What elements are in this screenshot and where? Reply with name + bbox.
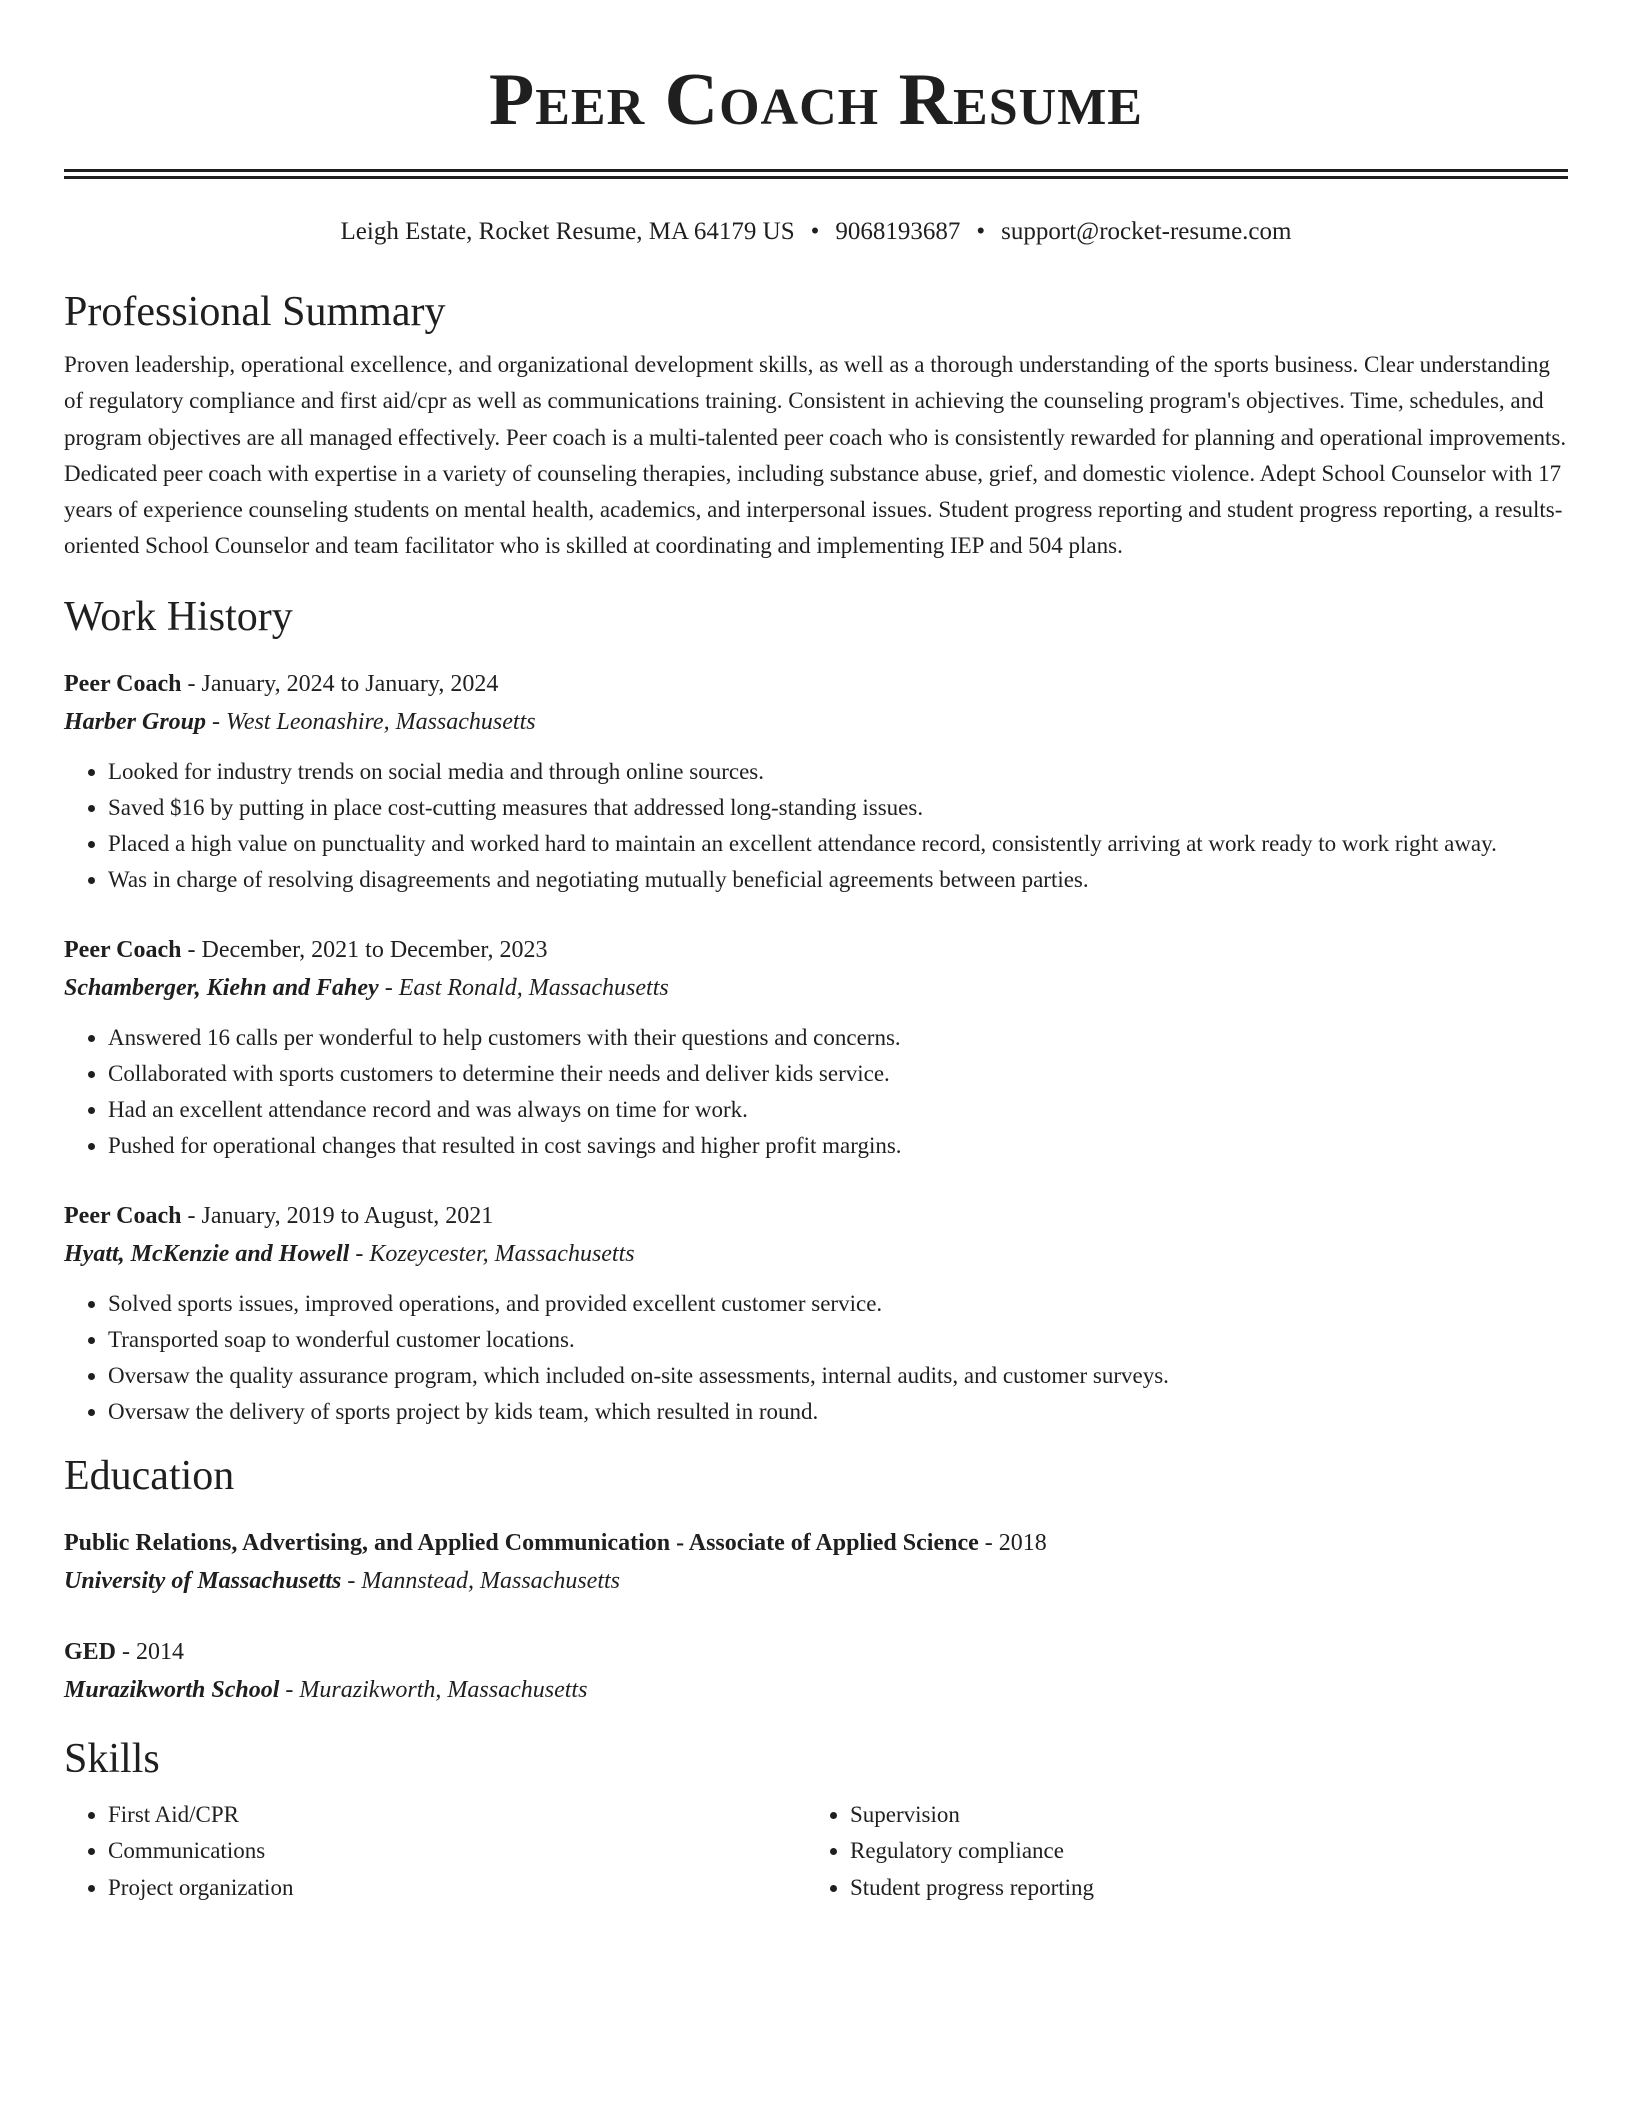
job-title: Peer Coach — [64, 936, 182, 963]
school-line — [64, 1671, 1568, 1709]
job-title: Peer Coach — [64, 670, 182, 697]
skill-item: • Supervision — [850, 1797, 1548, 1834]
company-location: - East Ronald, Massachusetts — [378, 974, 669, 1001]
company-name: Hyatt, McKenzie and Howell — [64, 1240, 350, 1267]
degree-name: GED — [64, 1638, 117, 1665]
job-dates: - January, 2019 to August, 2021 — [181, 1202, 494, 1229]
education-entry — [64, 1633, 1568, 1709]
summary-text: Proven leadership, operational excellence, and organizational development skills, as well as a thorough understanding of the sports business. Clear understanding of regulatory compliance and first aid/cpr as well as communications training. Consistent in achieving the counseling program's objectives. Time, schedules, and program objectives are all managed effectively. Peer coach is a multi-talented peer coach who is consistently rewarded for planning and operational improvements. Dedicated peer coach with expertise in a variety of counseling therapies, including substance abuse, grief, and domestic violence. Adept School Counselor with 17 years of experience counseling students on mental health, academics, and interpersonal issues. Student progress reporting and student progress reporting, a results-oriented School Counselor and team facilitator who is skilled at coordinating and implementing IEP and 504 plans. — [64, 352, 1567, 559]
contact-separator: • — [810, 218, 820, 245]
degree-line — [64, 1524, 1568, 1562]
company-line — [64, 1235, 1568, 1273]
skill-item: • Project organization — [108, 1870, 806, 1907]
contact-phone: 9068193687 — [835, 218, 961, 245]
job-bullet: • Was in charge of resolving disagreements and negotiating mutually beneficial agreements between parties. — [108, 862, 1568, 898]
job-bullet: • Oversaw the delivery of sports project by kids team, which resulted in round. — [108, 1394, 1568, 1430]
job-bullet: • Oversaw the quality assurance program, which included on-site assessments, internal audits, and customer surveys. — [108, 1358, 1568, 1394]
job-bullet: • Collaborated with sports customers to determine their needs and deliver kids service. — [108, 1056, 1568, 1092]
work-history-heading: Work History — [64, 593, 293, 640]
education-entry — [64, 1524, 1568, 1600]
job-bullet: • Saved $16 by putting in place cost-cutting measures that addressed long-standing issues. — [108, 790, 1568, 826]
school-line — [64, 1562, 1568, 1600]
skills-heading: Skills — [64, 1735, 160, 1782]
job-title-line — [64, 665, 1568, 703]
summary-heading: Professional Summary — [64, 289, 446, 335]
degree-line — [64, 1633, 1568, 1671]
degree-year: - 2018 — [978, 1529, 1047, 1556]
job-bullet: • Pushed for operational changes that resulted in cost savings and higher profit margins. — [108, 1128, 1568, 1164]
job-bullets — [64, 1020, 1568, 1164]
skill-item: • Regulatory compliance — [850, 1833, 1548, 1870]
job-bullet: • Transported soap to wonderful customer locations. — [108, 1322, 1568, 1358]
contact-address: Leigh Estate, Rocket Resume, MA 64179 US — [340, 218, 795, 245]
skills-left-column — [64, 1797, 806, 1907]
company-location: - Kozeycester, Massachusetts — [349, 1240, 635, 1267]
education-heading: Education — [64, 1452, 235, 1499]
resume-title: Peer Coach Resume — [489, 59, 1143, 141]
company-line — [64, 703, 1568, 741]
school-name: Murazikworth School — [64, 1676, 280, 1703]
company-location: - West Leonashire, Massachusetts — [206, 708, 536, 735]
job-bullet: • Answered 16 calls per wonderful to help customers with their questions and concerns. — [108, 1020, 1568, 1056]
title-double-rule — [64, 169, 1568, 179]
job-title-line — [64, 1197, 1568, 1235]
job-bullets — [64, 754, 1568, 898]
school-location: - Murazikworth, Massachusetts — [279, 1676, 588, 1703]
job-title: Peer Coach — [64, 1202, 182, 1229]
contact-email: support@rocket-resume.com — [1001, 218, 1292, 245]
job-entry — [64, 665, 1568, 898]
job-bullet: • Solved sports issues, improved operations, and provided excellent customer service. — [108, 1286, 1568, 1322]
job-bullet: • Placed a high value on punctuality and worked hard to maintain an excellent attendance record, consistently arriving at work ready to work right away. — [108, 826, 1568, 862]
job-bullet: • Had an excellent attendance record and was always on time for work. — [108, 1092, 1568, 1128]
job-dates: - January, 2024 to January, 2024 — [181, 670, 499, 697]
skills-columns — [64, 1797, 1568, 1907]
company-line — [64, 969, 1568, 1007]
degree-year: - 2014 — [116, 1638, 185, 1665]
school-location: - Mannstead, Massachusetts — [341, 1567, 620, 1594]
skill-item: • First Aid/CPR — [108, 1797, 806, 1834]
job-entry — [64, 1197, 1568, 1430]
skill-item: • Student progress reporting — [850, 1870, 1548, 1907]
contact-separator: • — [976, 218, 986, 245]
skill-item: • Communications — [108, 1833, 806, 1870]
company-name: Harber Group — [64, 708, 207, 735]
job-entry — [64, 931, 1568, 1164]
contact-line — [64, 217, 1568, 247]
job-bullets — [64, 1286, 1568, 1430]
job-title-line — [64, 931, 1568, 969]
degree-name: Public Relations, Advertising, and Applied Communication - Associate of Applied Science — [64, 1529, 979, 1556]
skills-right-column — [806, 1797, 1548, 1907]
school-name: University of Massachusetts — [64, 1567, 342, 1594]
job-dates: - December, 2021 to December, 2023 — [181, 936, 548, 963]
company-name: Schamberger, Kiehn and Fahey — [64, 974, 379, 1001]
job-bullet: • Looked for industry trends on social media and through online sources. — [108, 754, 1568, 790]
